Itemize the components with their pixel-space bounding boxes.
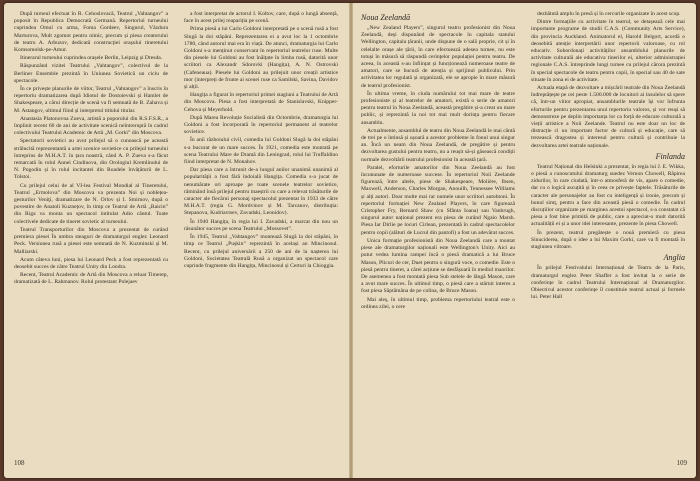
page-number-right: 109: [676, 459, 687, 467]
paragraph: În 1940 Hangița, în regia lui I. Zavadski, a marcat din nou un răsunător succes pe scena Teatrului „Mossovet”.: [184, 218, 338, 232]
paragraph: Anastasia Platonovna Zueva, artistă a poporului din R.S.F.S.R., a împlinit recent 60 de ani de activitate scenică neîntreruptă în cadrul colectivului Teatrului Academic de Artă „M. Gorki” din Moscova.: [14, 115, 168, 137]
paragraph: Hangița a figurat în repertoriul primei stagiuni a Teatrului de Artă din Moscova. Piesa a fost interpretată de Stanislavski, Knipper-Cehova și Meyerhold.: [184, 92, 338, 113]
paragraph: Teatrul Național din Helsinki a prezentat, în regia lui J. E. Wikka, o piesă a cunoscutului dramaturg suedez Vernon Chowell, Răpirea zidurilor, în care ciudată, într-o atmosferă de vis, apare o comedie, dar cu o logică ascuțită și în ceea ce privește faptele. Trăsăturile de caracter ale personajelor au fost cu inteligență și ironie, precum și bunul simț, pentru a face din această piesă o comedie. În cadrul discuțiilor organizate pe marginea acestui spectacol, s-a constatat că piesa a fost bine primită de public, care a apreciat-o mult datorită actualității ei și a unor idei interesante, prezente în piesa Chowell.: [531, 163, 685, 228]
page-number-left: 108: [14, 459, 25, 467]
paragraph: Itinerarul turneului cuprindea orașele Berlin, Leipzig și Dresda.: [20, 55, 163, 62]
paragraph: După turneul efectuat în R. Cehoslovacă, Teatrul „Vahtangov” a poposit în Republica Democrată Germană. Repertoriul turneului cuprindea Omul cu arma, Foma Gordeev, Singurul, Văzdura Marturova, Mult zgomot pentru nimic, precum și piesa creatorului de teatru A. Arbuzov, dedicată construcției orașului tineretului Komsomolsk-pe-Amur.: [14, 11, 168, 54]
paragraph: Recent, Teatrul Academic de Artă din Moscova a reluat Timerep, dramatizată de L. Rahmanov. Rolul protestant Polejaev: [14, 272, 168, 286]
section-heading-anglia: Anglia: [663, 253, 685, 263]
paragraph: Unica formație profesionistă din Noua Zeelandă care a montat piese ale dramaturgilor naționali este Wellington's Unity. Aici au putut vedea lumina rampei încă o piesă dramatică a lui Bruce Mason, Plicuri de cer, Duet pentru o singură voce, o comedie. Este o piesă pentru tineret, a cărei acțiune se desfășoară în mediul maorilor. De asemenea a fost montată piesa Sub stelele de lângă Mason, care a avut mare succes. În ultimul timp, o piesă care a stârnit interes a fost piesa Săptămâna de pe colina, de Bruce Mason.: [361, 237, 515, 295]
paragraph: Mai aleș, în ultimul timp, problema repertoriului teatral este o ordinea zilei, o cere: [361, 296, 515, 310]
section-heading-finlanda: Finlanda: [655, 151, 685, 161]
book-spine: [349, 3, 353, 478]
paragraph: Răspunzând vizitei Teatrului „Vahtangov”, colectivul de la Berliner Ensemble prezintă în Uniunea Sovietică un ciclu de spectacole.: [14, 63, 168, 84]
open-book: [4, 3, 696, 478]
paragraph: În prilejul Festivalului Internațional de Teatru de la Paris, dramaturgul englez Peter Shaffer a fost invitat la o serie de conferințe în cadrul Teatrului Internațional al Dramaturgilor. Obiectivul acestor conferințe îl constituie teatrul actual și formele lui. Peter Hall: [531, 265, 685, 301]
paragraph: În 1945, Teatrul „Vahtangov” montează Slugă la doi stăpâni, în timp ce Teatrul „Pușkin” reprezintă în același an Mincinosul. Recent, cu prilejul aniversării a 250 de ani de la nașterea lui Goldoni, Societatea Teatrală Rusă a organizat un spectacol care cuprinde fragmente din Hangița, Mincinosul și Certuri la Chioggia.: [184, 234, 338, 269]
left-page: [14, 11, 340, 473]
paragraph: După Marea Revoluție Socialistă din Octombrie, dramaturgia lui Goldoni a fost încorporată în repertoriul permanent al teatrelor sovietice.: [184, 114, 338, 136]
left-page-column-2: [184, 11, 338, 443]
paragraph: Prima piesă a lui Carlo Goldoni interpretată pe o scenă rusă a fost Slugă la doi stăpâni. Reprezentarea ei a avut loc la 1 octombrie 1780, când autorul mai era în viață. De atunci, dramaturgia lui Carlo Goldoni s-a menținut conservant în repertoriul teatrelor ruse. Multe din piesele lui Goldoni au fost înălțate în limba rusă, datorită unor scriitori ca Alexandr Sdorovki (Hangița), A. N. Ostrovski (Cafeneaua). Piesele lui Goldoni au prilejuit unor creații artistice mor (interpreți de frunte ai scenei ruse ca Samilski, Savina, Davidov și alții.: [184, 26, 338, 91]
paragraph: În anii războiului civil, comedia lui Goldoni Slugă la doi stăpâni s-a bucurat de un mare succes. În 1921, comedia este montată pe scena Teatrului Mare de Dramă din Leningrad, rolul lui Truffaldino fiind interpretat de N. Monahov.: [184, 137, 338, 166]
paragraph: În ce privește planurile de viitor, Teatrul „Vahtangov” a înscris în repertoriu dramatizarea după Idiotul de Dostoievski și Hamlet de Shakespeare, a cărui direcție de scenă va fi semnată de B. Zahava și M. Astangov, ultimul fiind și interpretul titlului titular.: [14, 86, 168, 114]
paragraph: Acum câteva luni, piesa lui Leonard Peck a fost reprezentată cu deosebit succes de către Teatrul Unity din Londra.: [14, 256, 168, 270]
paragraph: a fost interpretat de actorul I. Koltov, care, după o lungă absență, face în acest prilej reapariția pe scenă.: [184, 11, 338, 25]
right-page: [361, 11, 687, 473]
paragraph: „New Zealand Players”, singurul teatru profesionist din Noua Zeelandă, deși dispunând de spectacole în capitala statului Wellington, capitala țăranii, unde dispune de o sală proprie, cit și în celelalte orașe ale țării, în care efectuează adesea turnee, nu este totuși în măsură să răspundă cerințelor populației pentru teatru. De aceea, în această s-au înființat și funcționează numeroase teatre de amatori, care se bucură de atenția și sprijinul publicului. Prin activitatea lor regulată și organizată, ele se apropie în mare măsură de teatrul profesionist.: [361, 25, 515, 89]
paragraph: În ultima vreme, în ciuda numărului tot mai mare de teatre profesioniste și al teatrelor de amatori, există o serie de amatori pentru teatrul în Noua Zeelandă, această pregătire și-a creat un mare public, și reprezintă la noi tot mai mult dorința pentru fiecare ansamblu.: [361, 90, 515, 126]
paragraph: Dintre formațiile cu activitate în teatrul, se detașează cele mai importante programe de studii C.A.S. (Community Arts Service), din provincia Auckland. Animatorul el, Harold Belgort, acordă o deosebită atenție interpretării unor repertorii valoroase, cu rol educativ. Subordonați activităților ansamblului planurile de activitate culturală ale educativa tinerilor ei, ulterior administrației regionale C.A.S. întreprinde lungi turnee cu prilejul cărora prezintă în special spectacole de teatru pentru copii, în special sau 40 de sate situate în zona ei de activitate.: [531, 19, 685, 83]
right-page-column-1: [361, 11, 515, 443]
paragraph: Actuala etapă de dezvoltare a mișcării teatrale din Noua Zeelandă îndreptățește pe cei peste 1.500.000 de locuitori ai insulelor să spere că, într-un viitor apropiat, ansamblurile teatrale își vor înfrunta eforturile pentru prezentarea unui repertoriu valoros, și vor reuși să demonstreze pe deplin importanța lor ca forță de educare culturală a vieții artistice a Noii Zeelande. Teatrul nu este doar un loc de distracție ci un important factor de cultură și educație, care să trezească dragostea și interesul pentru cultură și contribuie la dezvoltarea artei teatrale naționale.: [531, 85, 685, 149]
paragraph: În prezent, teatrul pregătește o nouă premieră cu piesa Sinuciderea, după o idee a lui Maxim Gorki, care va fi montată în stagiunea viitoare.: [531, 229, 685, 251]
paragraph: Dar piesa care a întrunit de-a lungul anilor unanimă unanimă al popularității a fost fără îndoială Hangița. Comedia s-a jucat de nenumărate ori aproape pe toate scenele teatrelor sovietice, răminând însă prilejul pentru maeștrii cu care a relevat trăsăturile de caracter ale fiecărui personaj spectacolul prezentat în 1933 de către M.H.A.T. (regia G. Mordvinov și M. Tarcanov, distribuția: Stepanova, Kudriavtsev, Zavadski, Leonidov).: [184, 167, 338, 217]
section-heading-noua-zeelanda: Noua Zeelandă: [361, 13, 411, 22]
paragraph: Teatrul Transporturilor din Moscova a prezentat de curând premiera piesei În umbra steaguri de dramaturgul englez Leonard Peck. Versiunea rusă a piesei este semnată de N. Kuzminski și M. Malliarski.: [14, 226, 168, 255]
paragraph: Actualmente, ansamblul de teatru din Noua Zeelandă le mai cântă de trei pe o întinsă și ușoară a acestor probleme în fonul unui singur an. Încă un neam din Noua Zeelandă, de pregătire și pentru dezvoltarea gustului pentru teatru, nu a reușit să-și găsească condiții normale dezvoltării teatrului profesionist în această țară.: [361, 127, 515, 163]
paragraph: Paralel, eforturile amatorilor din Noua Zeelandă au fost încununate de numeroase succese. În repertoriul Noii Zeelande figurează, între altele, piese de Shakespeare, Molière, Ibsen, Maxwell, Anderson, Charles Morgan, Anouilh, Tennessee Williams și alți autori. Doar multe mai rar numele unor scriitori autohtoni. În repertoriul formației New Zealand Players, în care figurează Cristopher Fry, Bernard Shaw (cu Sfânta Ioana) sau Vanbrugh, singurul autor național prezent era piesa de curând Ngaio Marsh. Piesa Iar Dirlie pe locuri Cirlean, prezentată în cadrul spectacolelor pentru copii (alături de Lucrul din pantofi) a fost un adevărat succes.: [361, 164, 515, 236]
paragraph: dezbătută amplu în presă și în cercurile organizate în acest scop.: [537, 11, 681, 17]
paragraph: Spectatorii sovietici au avut prilejul să o cunoască pe această strălucită reprezentantă a artei scenice sovietice cu prilejul turneului întreprins de M.H.A.T. în țara noastră, când A. P. Zueva s-a făcut remarcată în rolul Annei Cindinova, din Orologiul Kremlinului de N. Pogodin și în rolul incitantei din Roadele învățăturii de L. Tolstoi.: [14, 138, 168, 181]
left-page-column-1: [14, 11, 168, 443]
paragraph: Cu prilejul celui de al VI-lea Festival Mondial al Tineretului, Teatrul „Ermolova” din Moscova va prezenta Noi și noblețea-gesturilor Veniţi, dramatizare de N. Orlov și I. Smirnov, după o povestire de Anatoli Kuznețov, în timp ce Teatrul de Artă „Raicin” din Riga va monta un spectacol intitulat Adio cântul. Toate colectivele dedicate de tineret sovietic al turneului.: [14, 182, 168, 225]
right-page-column-2: [531, 11, 685, 443]
